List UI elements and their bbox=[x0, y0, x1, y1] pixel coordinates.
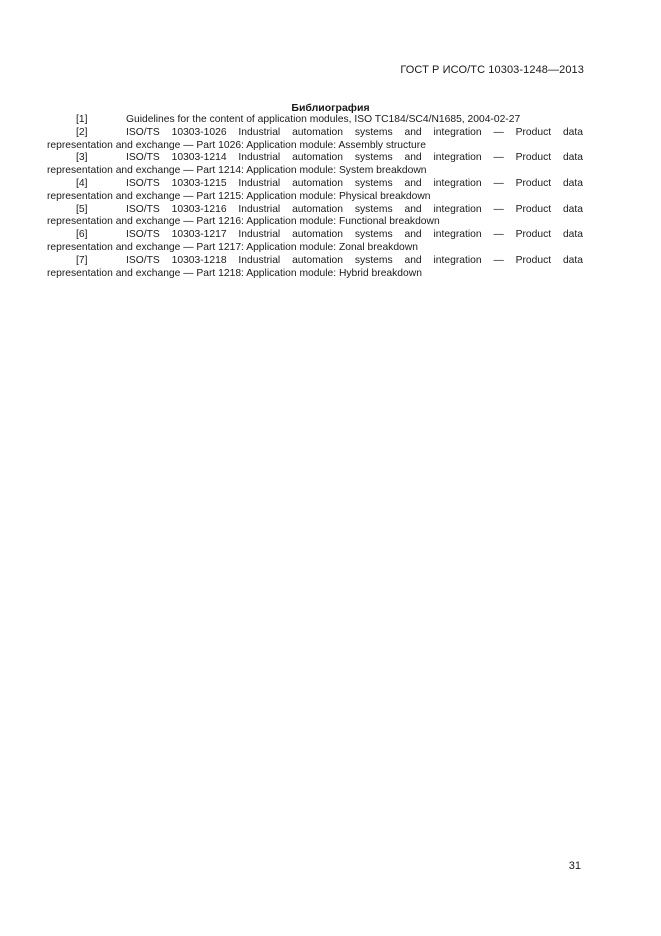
entry-text-line1: Guidelines for the content of application modules, ISO TC184/SC4/N1685, 2004-02-27 bbox=[126, 114, 521, 125]
entry-number: [2] bbox=[76, 126, 88, 138]
bibliography-entry-4 bbox=[47, 178, 583, 204]
entry-text-line1: ISO/TS 10303-1214 Industrial automation systems and integration — Product data bbox=[126, 152, 583, 164]
entry-number: [3] bbox=[76, 152, 88, 164]
entry-text-line1: ISO/TS 10303-1218 Industrial automation systems and integration — Product data bbox=[126, 254, 583, 266]
entry-text-line1: ISO/TS 10303-1216 Industrial automation systems and integration — Product data bbox=[126, 203, 583, 215]
entry-text-line1: ISO/TS 10303-1026 Industrial automation systems and integration — Product data bbox=[126, 126, 583, 138]
bibliography-entry-3 bbox=[47, 152, 583, 178]
page-number: 31 bbox=[568, 860, 581, 872]
bibliography-entry-7 bbox=[47, 255, 583, 281]
entry-text-line2: representation and exchange — Part 1026: Application module: Assembly structure bbox=[47, 139, 426, 151]
entry-text-line2: representation and exchange — Part 1218: Application module: Hybrid breakdown bbox=[47, 267, 422, 279]
entry-number: [7] bbox=[76, 254, 88, 266]
bibliography-list bbox=[47, 114, 583, 280]
entry-text-line2: representation and exchange — Part 1216: Application module: Functional breakdown bbox=[47, 216, 440, 228]
bibliography-entry-1 bbox=[47, 114, 583, 127]
entry-text-line2: representation and exchange — Part 1217: Application module: Zonal breakdown bbox=[47, 241, 418, 253]
entry-text-line2: representation and exchange — Part 1215: Application module: Physical breakdown bbox=[47, 190, 431, 202]
entry-text-line1: ISO/TS 10303-1217 Industrial automation systems and integration — Product data bbox=[126, 229, 583, 241]
bibliography-entry-5 bbox=[47, 204, 583, 230]
bibliography-entry-2 bbox=[47, 127, 583, 153]
entry-number: [4] bbox=[76, 177, 88, 189]
entry-number: [1] bbox=[76, 114, 88, 125]
bibliography-entry-6 bbox=[47, 229, 583, 255]
entry-text-line2: representation and exchange — Part 1214: Application module: System breakdown bbox=[47, 165, 427, 177]
document-standard-code: ГОСТ Р ИСО/ТС 10303-1248—2013 bbox=[400, 64, 584, 76]
entry-number: [5] bbox=[76, 203, 88, 215]
bibliography-title: Библиография bbox=[291, 102, 370, 114]
entry-number: [6] bbox=[76, 229, 88, 241]
entry-text-line1: ISO/TS 10303-1215 Industrial automation systems and integration — Product data bbox=[126, 177, 583, 189]
